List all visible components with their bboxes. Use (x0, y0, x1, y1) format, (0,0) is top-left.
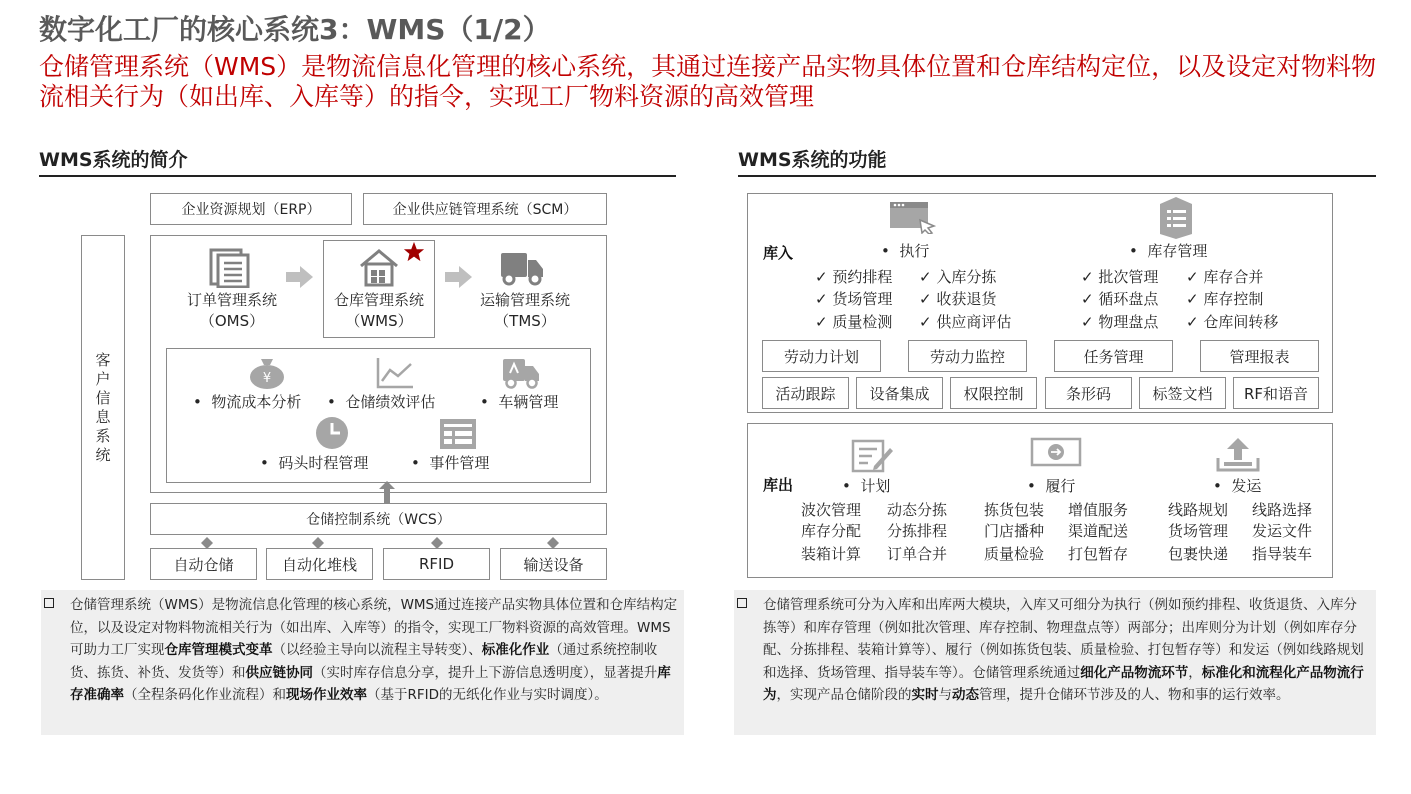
check-item: ✓ 循环盘点 (1081, 290, 1159, 308)
feature-label-docs: 标签文档 (1139, 377, 1226, 409)
exec-title: • 执行 (881, 242, 930, 260)
outbound-label: 库出 (763, 476, 794, 494)
check-item: ✓ 收获退货 (919, 290, 997, 308)
money-bag-icon (248, 356, 286, 390)
inventory-title-label: 库存管理 (1147, 242, 1208, 260)
subfunction-cost-analysis-label: 物流成本分析 (211, 393, 302, 411)
oms-name: 订单管理系统 (186, 291, 277, 309)
fulfil-item: 增值服务 (1068, 501, 1129, 519)
check-item: ✓ 库存控制 (1186, 290, 1264, 308)
subfunction-event: • 事件管理 (411, 454, 490, 472)
customer-info-system-box (81, 235, 125, 580)
event-form-icon (438, 417, 478, 451)
check-item: ✓ 批次管理 (1081, 268, 1159, 286)
feature-barcode: 条形码 (1045, 377, 1132, 409)
check-item: ✓ 预约排程 (815, 268, 893, 286)
exec-title-label: 执行 (899, 242, 930, 260)
feature-device-integration: 设备集成 (856, 377, 943, 409)
left-section-heading: WMS系统的简介 (39, 149, 188, 171)
left-section-rule (39, 175, 676, 177)
checkbox-bullet-icon (737, 598, 747, 608)
ship-item: 线路选择 (1252, 501, 1313, 519)
page-subtitle: 仓储管理系统（WMS）是物流信息化管理的核心系统，其通过连接产品实物具体位置和仓库结构定位，以及设定对物料物流相关行为（如出库、入库等）的指令，实现工厂物料资源的高效管理 (39, 52, 1377, 111)
customer-info-system-label: 客户信息系统 (95, 350, 111, 464)
ship-item: 指导装车 (1252, 545, 1313, 563)
truck-icon (500, 250, 544, 286)
tms-label (465, 290, 585, 332)
check-item: ✓ 库存合并 (1186, 268, 1264, 286)
plan-item: 订单合并 (887, 545, 948, 563)
subfunction-cost-analysis: • 物流成本分析 (193, 393, 302, 411)
feature-labor-monitor: 劳动力监控 (908, 340, 1027, 372)
inbound-label: 库入 (763, 244, 794, 262)
star-icon (403, 241, 425, 263)
fulfil-title: • 履行 (1027, 477, 1076, 495)
ship-item: 货场管理 (1168, 522, 1229, 540)
feature-rf-voice: RF和语音 (1233, 377, 1319, 409)
wms-name: 仓库管理系统 (333, 291, 424, 309)
subfunction-dock-schedule-label: 码头时程管理 (278, 454, 369, 472)
plan-title-label: 计划 (860, 477, 891, 495)
tms-abbr: （TMS） (494, 312, 556, 330)
ship-item: 包裹快递 (1168, 545, 1229, 563)
check-item: ✓ 入库分拣 (919, 268, 997, 286)
fulfil-item: 打包暂存 (1068, 545, 1129, 563)
left-summary-note (41, 590, 684, 735)
right-section-heading: WMS系统的功能 (738, 149, 887, 171)
oms-label (172, 290, 292, 332)
page-title: 数字化工厂的核心系统3：WMS（1/2） (39, 13, 551, 46)
oms-abbr: （OMS） (199, 312, 265, 330)
feature-permission: 权限控制 (950, 377, 1037, 409)
upload-ship-icon (1216, 436, 1260, 474)
plan-item: 波次管理 (801, 501, 862, 519)
check-item: ✓ 质量检测 (815, 313, 893, 331)
checkbox-bullet-icon (44, 598, 54, 608)
left-summary-text: 仓储管理系统（WMS）是物流信息化管理的核心系统，WMS通过连接产品实物具体位置和仓库结构定位，以及设定对物料物流相关行为（如出库、入库等）的指令，实现工厂物料资源的高效管理。WMS可助力工厂实现仓库管理模式变革（以经验主导向以流程主导转变）、标准化作业（通过系统控制收货、拣货、补货、发货等）和供应链协同（实时库存信息分享，提升上下游信息透明度），显著提升库存准确率（全程条码化作业流程）和现场作业效率（基于RFID的无纸化作业与实时调度）。 (70, 597, 678, 703)
right-section-rule (738, 175, 1376, 177)
right-summary-text: 仓储管理系统可分为入库和出库两大模块，入库又可细分为执行（例如预约排程、收货退货、入库分拣等）和库存管理（例如批次管理、库存控制、物理盘点等）两部分；出库则分为计划（例如库存分配、分拣排程、装箱计算等）、履行（例如拣货包装、质量检验、打包暂存等）和发运（例如线路规划和选择、货场管理、指导装车等）。仓储管理系统通过细化产品物流环节，标准化和流程化产品物流行为，实现产品仓储阶段的实时与动态管理，提升仓储环节涉及的人、物和事的运行效率。 (763, 597, 1364, 703)
feature-labor-plan: 劳动力计划 (762, 340, 881, 372)
wms-label (319, 290, 439, 332)
ship-item: 线路规划 (1168, 501, 1229, 519)
inventory-title: • 库存管理 (1129, 242, 1208, 260)
device-rfid: RFID (383, 548, 490, 580)
wms-abbr: （WMS） (345, 312, 413, 330)
device-auto-storage: 自动仓储 (150, 548, 257, 580)
plan-item: 动态分拣 (887, 501, 948, 519)
clock-icon (313, 415, 351, 451)
device-conveyor: 输送设备 (500, 548, 607, 580)
tms-name: 运输管理系统 (479, 291, 570, 309)
plan-edit-icon (850, 438, 894, 474)
document-stack-icon (208, 248, 252, 288)
arrow-right-icon (286, 265, 314, 289)
ship-title: • 发运 (1213, 477, 1262, 495)
subfunction-event-label: 事件管理 (429, 454, 490, 472)
delivery-van-icon (501, 356, 541, 390)
subfunction-vehicle: • 车辆管理 (480, 393, 559, 411)
feature-reports: 管理报表 (1200, 340, 1319, 372)
scm-box: 企业供应链管理系统（SCM） (363, 193, 607, 225)
plan-title: • 计划 (842, 477, 891, 495)
server-list-icon (1154, 196, 1198, 240)
feature-task-mgmt: 任务管理 (1054, 340, 1173, 372)
arrow-right-icon (445, 265, 473, 289)
right-summary-note (734, 590, 1376, 735)
subfunction-performance: • 仓储绩效评估 (327, 393, 436, 411)
fulfil-item: 渠道配送 (1068, 522, 1129, 540)
svg-text:¥: ¥ (262, 371, 272, 386)
fulfil-title-label: 履行 (1045, 477, 1076, 495)
check-item: ✓ 供应商评估 (919, 313, 1012, 331)
fulfil-item: 门店播种 (984, 522, 1045, 540)
subfunction-performance-label: 仓储绩效评估 (345, 393, 436, 411)
fulfil-item: 质量检验 (984, 545, 1045, 563)
warehouse-icon (358, 248, 400, 288)
subfunction-dock-schedule: • 码头时程管理 (260, 454, 369, 472)
device-auto-stacking: 自动化堆栈 (266, 548, 373, 580)
plan-item: 装箱计算 (801, 545, 862, 563)
check-item: ✓ 物理盘点 (1081, 313, 1159, 331)
ship-title-label: 发运 (1231, 477, 1262, 495)
fulfil-item: 拣货包装 (984, 501, 1045, 519)
feature-activity-tracking: 活动跟踪 (762, 377, 849, 409)
check-item: ✓ 货场管理 (815, 290, 893, 308)
subfunction-vehicle-label: 车辆管理 (498, 393, 559, 411)
check-item: ✓ 仓库间转移 (1186, 313, 1279, 331)
line-chart-icon (375, 356, 415, 390)
plan-item: 分拣排程 (887, 522, 948, 540)
ship-item: 发运文件 (1252, 522, 1313, 540)
wcs-box: 仓储控制系统（WCS） (150, 503, 607, 535)
plan-item: 库存分配 (801, 522, 862, 540)
browser-click-icon (888, 200, 936, 234)
erp-box: 企业资源规划（ERP） (150, 193, 352, 225)
fulfilment-screen-icon (1030, 437, 1082, 469)
